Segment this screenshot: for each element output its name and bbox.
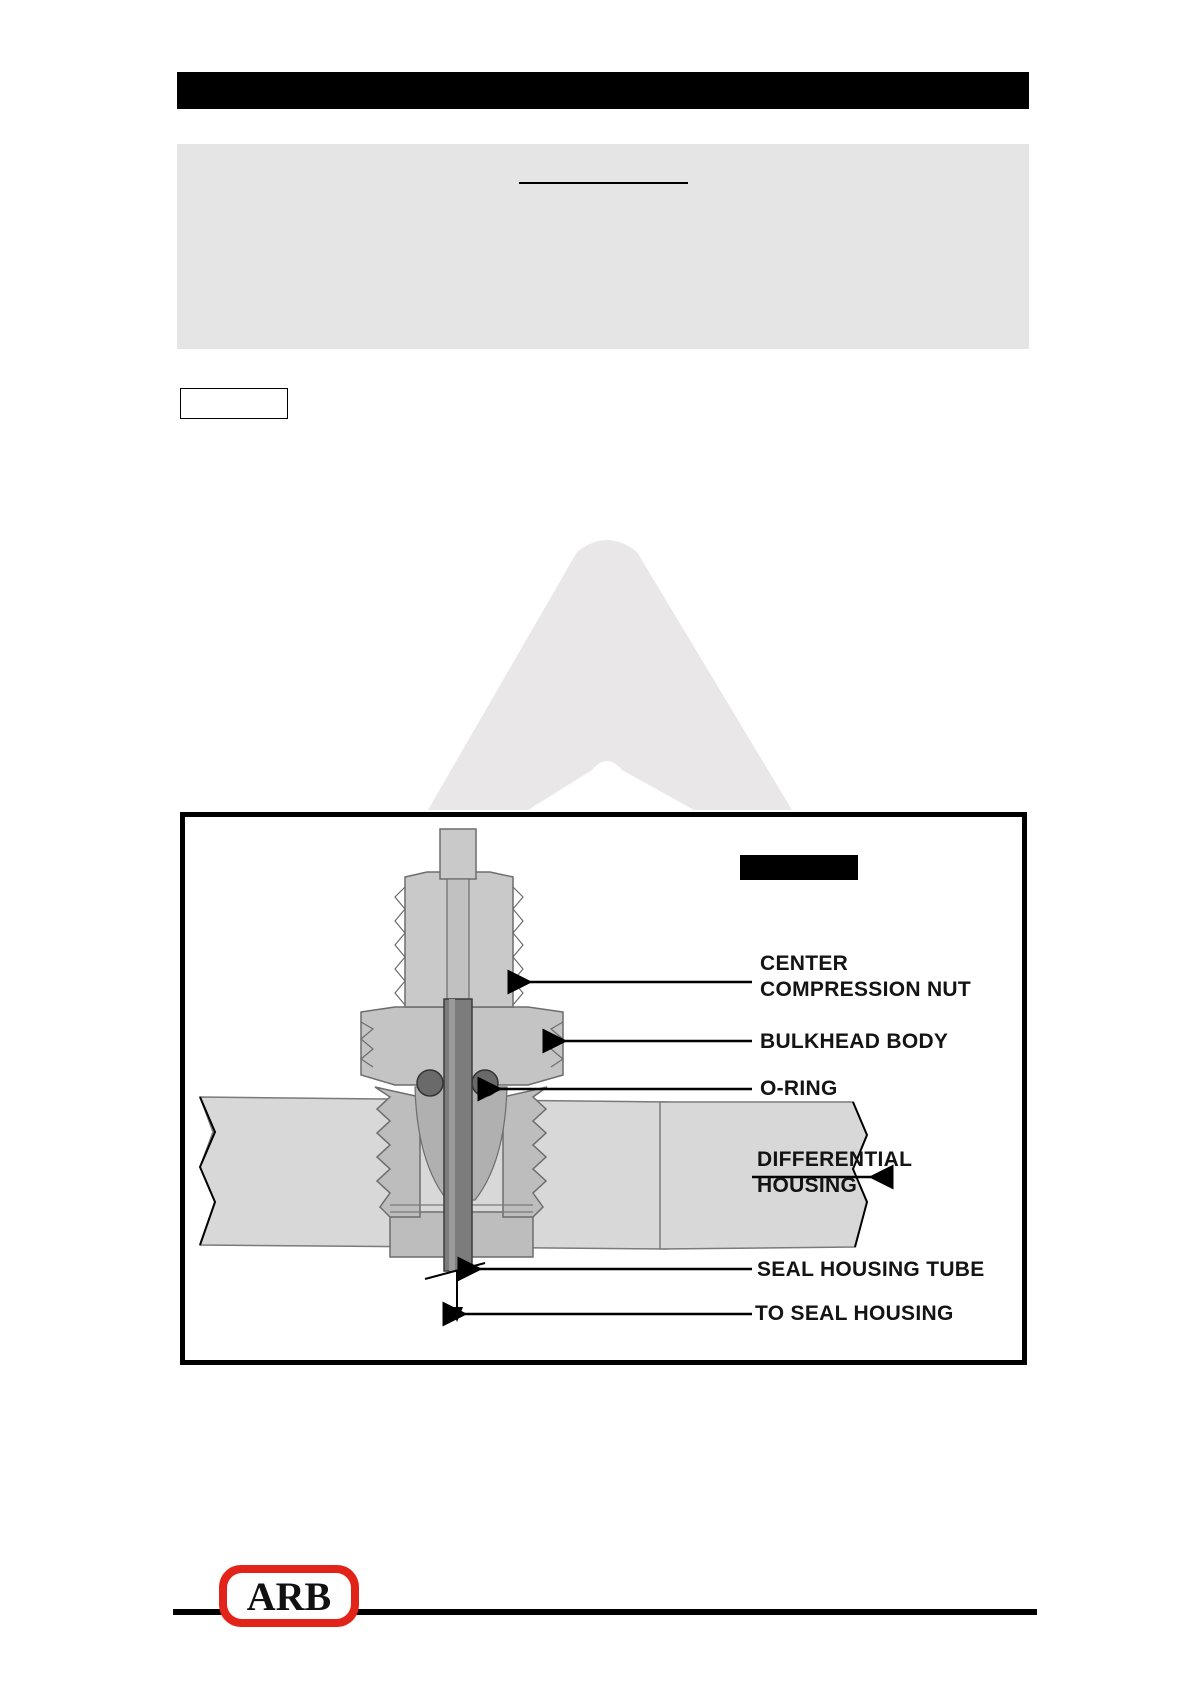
figure-tag xyxy=(740,855,858,880)
label-differential-housing-1: DIFFERENTIAL xyxy=(757,1148,913,1171)
label-center-compression-nut-2: COMPRESSION NUT xyxy=(760,978,972,1001)
svg-text:ARB: ARB xyxy=(246,1574,332,1619)
label-o-ring: O-RING xyxy=(760,1077,838,1100)
label-to-seal-housing: TO SEAL HOUSING xyxy=(755,1302,954,1325)
arb-logo xyxy=(216,1562,362,1630)
diagram-drawing xyxy=(185,817,1022,1360)
fitting-cross-section-diagram xyxy=(180,812,1027,1365)
label-differential-housing-2: HOUSING xyxy=(757,1174,858,1197)
label-seal-housing-tube: SEAL HOUSING TUBE xyxy=(757,1258,985,1281)
label-bulkhead-body: BULKHEAD BODY xyxy=(760,1030,949,1053)
label-center-compression-nut-1: CENTER xyxy=(760,952,849,975)
